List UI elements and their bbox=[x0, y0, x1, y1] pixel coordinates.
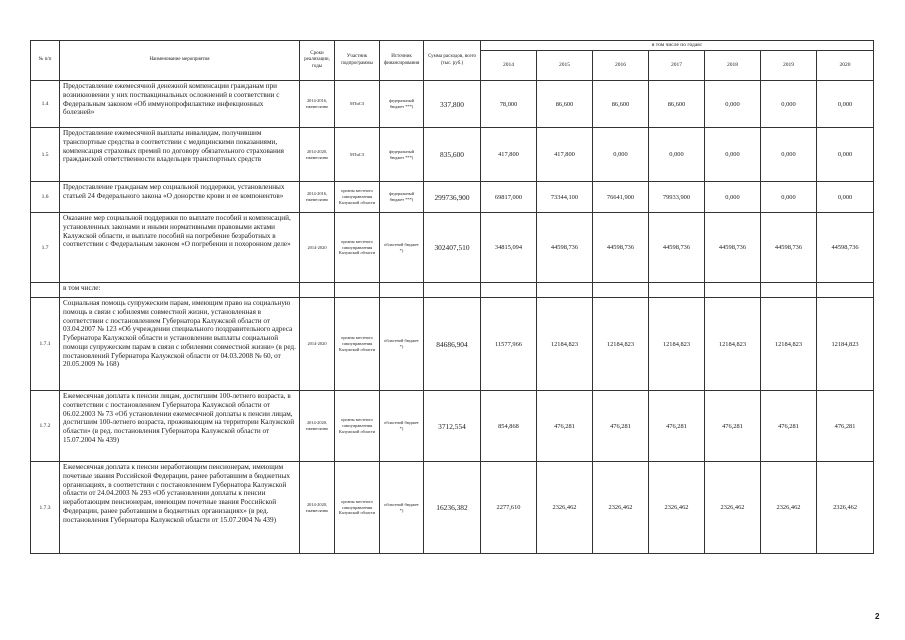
measure-name: в том числе: bbox=[60, 283, 300, 298]
table-row bbox=[31, 213, 874, 283]
year-value-2017: 0,000 bbox=[649, 128, 705, 182]
total-cell: 337,800 bbox=[424, 81, 481, 128]
year-value-2017: 2326,462 bbox=[649, 462, 705, 554]
total-cell: 84686,904 bbox=[424, 298, 481, 391]
source-cell: федеральный бюджет ***) bbox=[380, 81, 424, 128]
year-value-2014: 69817,000 bbox=[481, 182, 537, 213]
header-year-2020: 2020 bbox=[817, 51, 874, 81]
participant-cell: органы местного самоуправления Калужской области bbox=[335, 182, 380, 213]
total-cell bbox=[424, 283, 481, 298]
header-year-2014: 2014 bbox=[481, 51, 537, 81]
measure-name: Оказание мер социальной поддержки по выплате пособий и компенсаций, установленных законами и иными нормативными правовыми актами Калужской области, и выплате пособий на погребение безработных в соответствии с Федеральным законом «О погребении и похоронном деле» bbox=[60, 213, 300, 283]
table-row bbox=[31, 462, 874, 554]
year-value-2019: 0,000 bbox=[761, 182, 817, 213]
header-year-2017: 2017 bbox=[649, 51, 705, 81]
year-value-2016: 76641,900 bbox=[593, 182, 649, 213]
participant-cell: органы местного самоуправления Калужской области bbox=[335, 213, 380, 283]
year-value-2015: 417,800 bbox=[537, 128, 593, 182]
header-in-years: в том числе по годам: bbox=[481, 41, 874, 51]
source-cell: федеральный бюджет ***) bbox=[380, 128, 424, 182]
table-row bbox=[31, 128, 874, 182]
table-row bbox=[31, 283, 874, 298]
row-number: 1.7 bbox=[31, 213, 60, 283]
header-participant: Участник подпрограммы bbox=[335, 41, 380, 81]
year-value-2020: 0,000 bbox=[817, 81, 874, 128]
year-value-2014: 78,000 bbox=[481, 81, 537, 128]
row-number: 1.5 bbox=[31, 128, 60, 182]
year-value-2018 bbox=[705, 283, 761, 298]
term-cell: 2014-2020, ежемесячно bbox=[300, 128, 335, 182]
total-cell: 302407,510 bbox=[424, 213, 481, 283]
year-value-2018: 0,000 bbox=[705, 81, 761, 128]
header-year-2016: 2016 bbox=[593, 51, 649, 81]
year-value-2016: 86,600 bbox=[593, 81, 649, 128]
row-number: 1.4 bbox=[31, 81, 60, 128]
year-value-2017: 86,600 bbox=[649, 81, 705, 128]
header-no: № п/п bbox=[31, 41, 60, 81]
year-value-2019: 0,000 bbox=[761, 128, 817, 182]
measure-name: Социальная помощь супружеским парам, имеющим право на социальную помощь в связи с юбилеями совместной жизни, установленная в соответствии с постановлением Губернатора Калужской области от 03.04.2007 № 123 «Об учреждении специального поздравительного адреса Губернатора Калужской области и установлении выплаты социальной помощи супружеским парам в связи с юбилеями совместной жизни» (в ред. постановлений Губернатора Калужской области от 04.03.2008 № 60, от 20.05.2009 № 168) bbox=[60, 298, 300, 391]
year-value-2016 bbox=[593, 283, 649, 298]
year-value-2014: 34815,094 bbox=[481, 213, 537, 283]
row-number: 1.7.2 bbox=[31, 391, 60, 462]
header-year-2019: 2019 bbox=[761, 51, 817, 81]
participant-cell: органы местного самоуправления Калужской области bbox=[335, 298, 380, 391]
page-number: 2 bbox=[875, 612, 880, 621]
table-row bbox=[31, 81, 874, 128]
header-source: Источник финансирования bbox=[380, 41, 424, 81]
table-row bbox=[31, 182, 874, 213]
row-number bbox=[31, 283, 60, 298]
measures-table bbox=[30, 40, 874, 554]
header-year-2015: 2015 bbox=[537, 51, 593, 81]
year-value-2017: 44598,736 bbox=[649, 213, 705, 283]
year-value-2014: 2277,610 bbox=[481, 462, 537, 554]
year-value-2014: 417,800 bbox=[481, 128, 537, 182]
year-value-2020: 0,000 bbox=[817, 128, 874, 182]
participant-cell: органы местного самоуправления Калужской области bbox=[335, 391, 380, 462]
year-value-2016: 44598,736 bbox=[593, 213, 649, 283]
year-value-2020: 2326,462 bbox=[817, 462, 874, 554]
measure-name: Ежемесячная доплата к пенсии лицам, достигшим 100-летнего возраста, в соответствии с постановлением Губернатора Калужской области от 06.02.2003 № 73 «Об установлении ежемесячной доплаты к пенсии лицам, достигшим 100-летнего возраста, проживающим на территории Калужской области» (в ред. постановления Губернатора Калужской области от 15.07.2004 № 439) bbox=[60, 391, 300, 462]
year-value-2019: 2326,462 bbox=[761, 462, 817, 554]
year-value-2018: 12184,823 bbox=[705, 298, 761, 391]
row-number: 1.7.3 bbox=[31, 462, 60, 554]
term-cell: 2014-2020, ежемесячно bbox=[300, 462, 335, 554]
year-value-2018: 0,000 bbox=[705, 128, 761, 182]
source-cell: областной бюджет *) bbox=[380, 462, 424, 554]
year-value-2016: 476,281 bbox=[593, 391, 649, 462]
source-cell: областной бюджет *) bbox=[380, 391, 424, 462]
year-value-2014: 11577,966 bbox=[481, 298, 537, 391]
measure-name: Предоставление ежемесячной денежной компенсации гражданам при возникновении у них поствакцинальных осложнений в соответствии с Федеральным законом «Об иммунопрофилактике инфекционных болезней» bbox=[60, 81, 300, 128]
source-cell: федеральный бюджет ***) bbox=[380, 182, 424, 213]
year-value-2014 bbox=[481, 283, 537, 298]
year-value-2015: 12184,823 bbox=[537, 298, 593, 391]
total-cell: 299736,900 bbox=[424, 182, 481, 213]
year-value-2019 bbox=[761, 283, 817, 298]
participant-cell: органы местного самоуправления Калужской области bbox=[335, 462, 380, 554]
year-value-2014: 854,868 bbox=[481, 391, 537, 462]
total-cell: 16236,382 bbox=[424, 462, 481, 554]
year-value-2015: 44598,736 bbox=[537, 213, 593, 283]
year-value-2019: 44598,736 bbox=[761, 213, 817, 283]
term-cell: 2014-2016, ежемесячно bbox=[300, 182, 335, 213]
year-value-2019: 12184,823 bbox=[761, 298, 817, 391]
year-value-2020 bbox=[817, 283, 874, 298]
year-value-2015: 73344,100 bbox=[537, 182, 593, 213]
year-value-2015 bbox=[537, 283, 593, 298]
year-value-2018: 44598,736 bbox=[705, 213, 761, 283]
header-total: Сумма расходов, всего (тыс. руб.) bbox=[424, 41, 481, 81]
header-year-2018: 2018 bbox=[705, 51, 761, 81]
year-value-2020: 44598,736 bbox=[817, 213, 874, 283]
document-sheet bbox=[30, 40, 873, 554]
participant-cell: МТиСЗ bbox=[335, 128, 380, 182]
year-value-2015: 86,600 bbox=[537, 81, 593, 128]
total-cell: 835,600 bbox=[424, 128, 481, 182]
row-number: 1.6 bbox=[31, 182, 60, 213]
year-value-2015: 476,281 bbox=[537, 391, 593, 462]
year-value-2017: 476,281 bbox=[649, 391, 705, 462]
source-cell: областной бюджет *) bbox=[380, 213, 424, 283]
table-row bbox=[31, 298, 874, 391]
year-value-2020: 476,281 bbox=[817, 391, 874, 462]
header-term: Сроки реализации, годы bbox=[300, 41, 335, 81]
year-value-2018: 476,281 bbox=[705, 391, 761, 462]
term-cell: 2014-2020, ежемесячно bbox=[300, 391, 335, 462]
term-cell: 2014-2016, ежемесячно bbox=[300, 81, 335, 128]
year-value-2017 bbox=[649, 283, 705, 298]
source-cell: областной бюджет *) bbox=[380, 298, 424, 391]
year-value-2016: 12184,823 bbox=[593, 298, 649, 391]
year-value-2019: 476,281 bbox=[761, 391, 817, 462]
year-value-2018: 0,000 bbox=[705, 182, 761, 213]
participant-cell: МТиСЗ bbox=[335, 81, 380, 128]
term-cell: 2014-2020 bbox=[300, 213, 335, 283]
year-value-2020: 0,000 bbox=[817, 182, 874, 213]
measure-name: Ежемесячная доплата к пенсии неработающим пенсионерам, имеющим почетные звания Российской Федерации, ранее работавшим в бюджетных организациях, в соответствии с постановлением Губернатора Калужской области от 24.04.2003 № 293 «Об установлении доплаты к пенсии неработающим пенсионерам, имеющим почетные звания Российской Федерации, ранее работавшим в бюджетных организациях» (в ред. постановления Губернатора Калужской области от 15.07.2004 № 439) bbox=[60, 462, 300, 554]
measure-name: Предоставление гражданам мер социальной поддержки, установленных статьей 24 Федерального закона «О донорстве крови и ее компонентов» bbox=[60, 182, 300, 213]
source-cell bbox=[380, 283, 424, 298]
year-value-2016: 2326,462 bbox=[593, 462, 649, 554]
row-number: 1.7.1 bbox=[31, 298, 60, 391]
year-value-2016: 0,000 bbox=[593, 128, 649, 182]
year-value-2015: 2326,462 bbox=[537, 462, 593, 554]
term-cell bbox=[300, 283, 335, 298]
table-row bbox=[31, 391, 874, 462]
year-value-2018: 2326,462 bbox=[705, 462, 761, 554]
year-value-2017: 79933,900 bbox=[649, 182, 705, 213]
participant-cell bbox=[335, 283, 380, 298]
header-name: Наименование мероприятия bbox=[60, 41, 300, 81]
year-value-2019: 0,000 bbox=[761, 81, 817, 128]
year-value-2020: 12184,823 bbox=[817, 298, 874, 391]
term-cell: 2014-2020 bbox=[300, 298, 335, 391]
year-value-2017: 12184,823 bbox=[649, 298, 705, 391]
total-cell: 3712,554 bbox=[424, 391, 481, 462]
measure-name: Предоставление ежемесячной выплаты инвалидам, получившим транспортные средства в соответствии с медицинскими показаниями, компенсация страховых премий по договору обязательного страхования гражданской ответственности владельцев транспортных средств bbox=[60, 128, 300, 182]
